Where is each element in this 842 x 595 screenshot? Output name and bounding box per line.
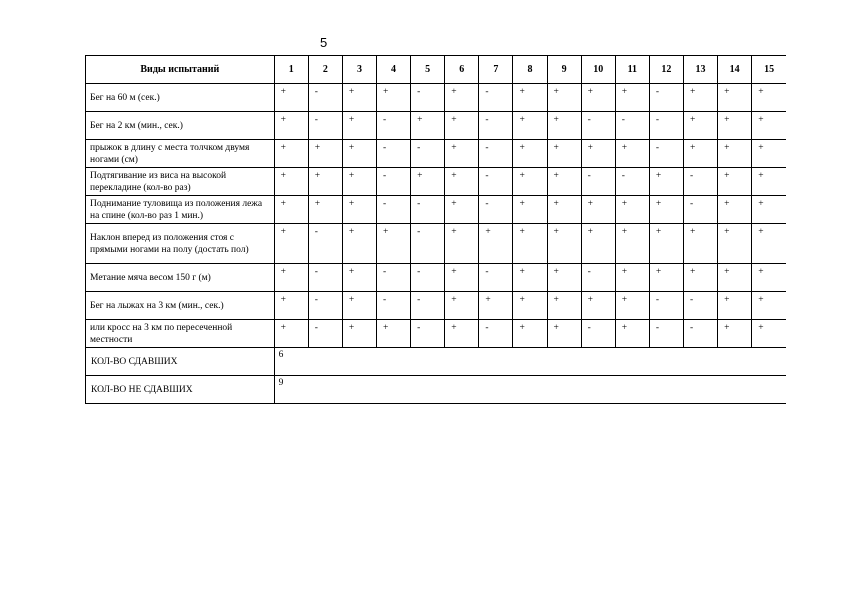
- result-mark-cell: +: [445, 196, 479, 224]
- table-row: [86, 196, 787, 224]
- result-mark-cell: +: [752, 224, 786, 264]
- result-mark-cell: +: [513, 84, 547, 112]
- result-mark-cell: +: [547, 264, 581, 292]
- result-mark-cell: +: [547, 84, 581, 112]
- result-mark-cell: -: [411, 224, 445, 264]
- header-col-3: 3: [342, 56, 376, 84]
- table-row: [86, 84, 787, 112]
- result-mark-cell: +: [308, 168, 342, 196]
- result-mark-cell: +: [274, 292, 308, 320]
- result-mark-cell: -: [683, 168, 717, 196]
- result-mark-cell: -: [649, 112, 683, 140]
- header-col-6: 6: [445, 56, 479, 84]
- result-mark-cell: -: [308, 292, 342, 320]
- header-col-9: 9: [547, 56, 581, 84]
- result-mark-cell: +: [547, 292, 581, 320]
- total-label-cell: КОЛ-ВО НЕ СДАВШИХ: [86, 376, 275, 404]
- result-mark-cell: +: [513, 292, 547, 320]
- header-tests-label: Виды испытаний: [86, 56, 275, 84]
- result-mark-cell: +: [718, 264, 752, 292]
- result-mark-cell: -: [649, 292, 683, 320]
- result-mark-cell: +: [581, 196, 615, 224]
- result-mark-cell: +: [377, 224, 411, 264]
- result-mark-cell: +: [411, 112, 445, 140]
- header-col-14: 14: [718, 56, 752, 84]
- result-mark-cell: +: [342, 196, 376, 224]
- result-mark-cell: +: [513, 224, 547, 264]
- header-row: [86, 56, 787, 84]
- result-mark-cell: +: [615, 264, 649, 292]
- result-mark-cell: +: [342, 224, 376, 264]
- result-mark-cell: +: [752, 264, 786, 292]
- result-mark-cell: +: [445, 292, 479, 320]
- total-value-cell: 6: [274, 348, 786, 376]
- result-mark-cell: +: [342, 140, 376, 168]
- result-mark-cell: +: [718, 84, 752, 112]
- result-mark-cell: +: [342, 84, 376, 112]
- result-mark-cell: -: [411, 264, 445, 292]
- result-mark-cell: +: [274, 224, 308, 264]
- result-mark-cell: +: [649, 224, 683, 264]
- result-mark-cell: -: [308, 84, 342, 112]
- header-col-15: 15: [752, 56, 786, 84]
- test-name-cell: Подтягивание из виса на высокой перекладине (кол-во раз): [86, 168, 275, 196]
- table-row: [86, 168, 787, 196]
- result-mark-cell: -: [683, 196, 717, 224]
- result-mark-cell: +: [718, 168, 752, 196]
- result-mark-cell: +: [274, 264, 308, 292]
- result-mark-cell: -: [411, 320, 445, 348]
- result-mark-cell: -: [479, 84, 513, 112]
- table-body: [86, 84, 787, 404]
- result-mark-cell: +: [445, 112, 479, 140]
- result-mark-cell: +: [274, 320, 308, 348]
- result-mark-cell: -: [377, 264, 411, 292]
- result-mark-cell: +: [718, 320, 752, 348]
- result-mark-cell: +: [513, 196, 547, 224]
- result-mark-cell: -: [377, 140, 411, 168]
- result-mark-cell: -: [308, 224, 342, 264]
- header-col-7: 7: [479, 56, 513, 84]
- result-mark-cell: +: [752, 168, 786, 196]
- result-mark-cell: -: [581, 320, 615, 348]
- result-mark-cell: -: [479, 168, 513, 196]
- test-name-cell: Наклон вперед из положения стоя с прямыми ногами на полу (достать пол): [86, 224, 275, 264]
- result-mark-cell: +: [411, 168, 445, 196]
- totals-row: [86, 376, 787, 404]
- test-name-cell: Бег на лыжах на 3 км (мин., сек.): [86, 292, 275, 320]
- result-mark-cell: +: [513, 112, 547, 140]
- result-mark-cell: +: [718, 196, 752, 224]
- header-col-4: 4: [377, 56, 411, 84]
- result-mark-cell: +: [308, 196, 342, 224]
- result-mark-cell: +: [615, 196, 649, 224]
- result-mark-cell: +: [615, 292, 649, 320]
- result-mark-cell: +: [752, 140, 786, 168]
- result-mark-cell: +: [547, 224, 581, 264]
- result-mark-cell: +: [752, 292, 786, 320]
- result-mark-cell: -: [411, 292, 445, 320]
- result-mark-cell: -: [615, 112, 649, 140]
- result-mark-cell: -: [479, 320, 513, 348]
- result-mark-cell: +: [445, 224, 479, 264]
- result-mark-cell: +: [718, 224, 752, 264]
- result-mark-cell: -: [377, 112, 411, 140]
- result-mark-cell: +: [718, 292, 752, 320]
- result-mark-cell: +: [547, 196, 581, 224]
- test-name-cell: прыжок в длину с места толчком двумя ногами (см): [86, 140, 275, 168]
- table-row: [86, 140, 787, 168]
- table-row: [86, 112, 787, 140]
- result-mark-cell: -: [411, 140, 445, 168]
- total-label-cell: КОЛ-ВО СДАВШИХ: [86, 348, 275, 376]
- result-mark-cell: +: [615, 140, 649, 168]
- result-mark-cell: +: [615, 320, 649, 348]
- result-mark-cell: +: [615, 224, 649, 264]
- result-mark-cell: +: [683, 224, 717, 264]
- result-mark-cell: +: [445, 140, 479, 168]
- result-mark-cell: +: [445, 264, 479, 292]
- test-name-cell: Метание мяча весом 150 г (м): [86, 264, 275, 292]
- result-mark-cell: +: [445, 168, 479, 196]
- result-mark-cell: -: [377, 292, 411, 320]
- result-mark-cell: +: [445, 84, 479, 112]
- result-mark-cell: -: [479, 196, 513, 224]
- result-mark-cell: -: [581, 264, 615, 292]
- result-mark-cell: +: [445, 320, 479, 348]
- result-mark-cell: -: [649, 320, 683, 348]
- result-mark-cell: +: [718, 112, 752, 140]
- page-number: 5: [320, 35, 328, 50]
- result-mark-cell: +: [513, 168, 547, 196]
- result-mark-cell: +: [581, 292, 615, 320]
- result-mark-cell: +: [308, 140, 342, 168]
- result-mark-cell: -: [411, 84, 445, 112]
- result-mark-cell: +: [752, 112, 786, 140]
- result-mark-cell: +: [342, 320, 376, 348]
- result-mark-cell: +: [683, 264, 717, 292]
- header-col-5: 5: [411, 56, 445, 84]
- result-mark-cell: -: [479, 112, 513, 140]
- result-mark-cell: +: [274, 112, 308, 140]
- result-mark-cell: +: [752, 320, 786, 348]
- result-mark-cell: -: [649, 140, 683, 168]
- result-mark-cell: -: [683, 320, 717, 348]
- result-mark-cell: +: [683, 140, 717, 168]
- result-mark-cell: -: [308, 264, 342, 292]
- result-mark-cell: -: [411, 196, 445, 224]
- test-name-cell: Бег на 2 км (мин., сек.): [86, 112, 275, 140]
- result-mark-cell: +: [615, 84, 649, 112]
- result-mark-cell: -: [683, 292, 717, 320]
- header-col-1: 1: [274, 56, 308, 84]
- result-mark-cell: -: [615, 168, 649, 196]
- result-mark-cell: -: [308, 320, 342, 348]
- result-mark-cell: +: [274, 140, 308, 168]
- result-mark-cell: +: [649, 168, 683, 196]
- result-mark-cell: +: [752, 196, 786, 224]
- result-mark-cell: +: [581, 84, 615, 112]
- result-mark-cell: +: [718, 140, 752, 168]
- result-mark-cell: +: [342, 112, 376, 140]
- result-mark-cell: +: [342, 168, 376, 196]
- table-row: [86, 320, 787, 348]
- result-mark-cell: +: [513, 140, 547, 168]
- result-mark-cell: +: [377, 84, 411, 112]
- result-mark-cell: +: [547, 320, 581, 348]
- result-mark-cell: -: [377, 168, 411, 196]
- result-mark-cell: +: [377, 320, 411, 348]
- header-col-11: 11: [615, 56, 649, 84]
- result-mark-cell: +: [649, 264, 683, 292]
- header-col-2: 2: [308, 56, 342, 84]
- result-mark-cell: +: [547, 112, 581, 140]
- result-mark-cell: -: [479, 264, 513, 292]
- result-mark-cell: -: [581, 112, 615, 140]
- header-col-8: 8: [513, 56, 547, 84]
- result-mark-cell: -: [308, 112, 342, 140]
- total-value-cell: 9: [274, 376, 786, 404]
- result-mark-cell: +: [513, 320, 547, 348]
- result-mark-cell: -: [479, 140, 513, 168]
- header-col-13: 13: [683, 56, 717, 84]
- result-mark-cell: -: [649, 84, 683, 112]
- result-mark-cell: +: [752, 84, 786, 112]
- result-mark-cell: -: [581, 168, 615, 196]
- result-mark-cell: +: [274, 196, 308, 224]
- result-mark-cell: +: [581, 140, 615, 168]
- result-mark-cell: +: [479, 292, 513, 320]
- result-mark-cell: +: [274, 84, 308, 112]
- test-name-cell: Бег на 60 м (сек.): [86, 84, 275, 112]
- test-name-cell: или кросс на 3 км по пересеченной местности: [86, 320, 275, 348]
- test-results-table: [85, 55, 786, 404]
- table-row: [86, 224, 787, 264]
- result-mark-cell: +: [342, 264, 376, 292]
- result-mark-cell: +: [342, 292, 376, 320]
- header-col-10: 10: [581, 56, 615, 84]
- table-row: [86, 292, 787, 320]
- table-row: [86, 264, 787, 292]
- totals-row: [86, 348, 787, 376]
- result-mark-cell: -: [377, 196, 411, 224]
- result-mark-cell: +: [683, 84, 717, 112]
- result-mark-cell: +: [683, 112, 717, 140]
- result-mark-cell: +: [649, 196, 683, 224]
- result-mark-cell: +: [274, 168, 308, 196]
- result-mark-cell: +: [547, 140, 581, 168]
- header-col-12: 12: [649, 56, 683, 84]
- result-mark-cell: +: [513, 264, 547, 292]
- result-mark-cell: +: [581, 224, 615, 264]
- test-name-cell: Поднимание туловища из положения лежа на спине (кол-во раз 1 мин.): [86, 196, 275, 224]
- result-mark-cell: +: [479, 224, 513, 264]
- result-mark-cell: +: [547, 168, 581, 196]
